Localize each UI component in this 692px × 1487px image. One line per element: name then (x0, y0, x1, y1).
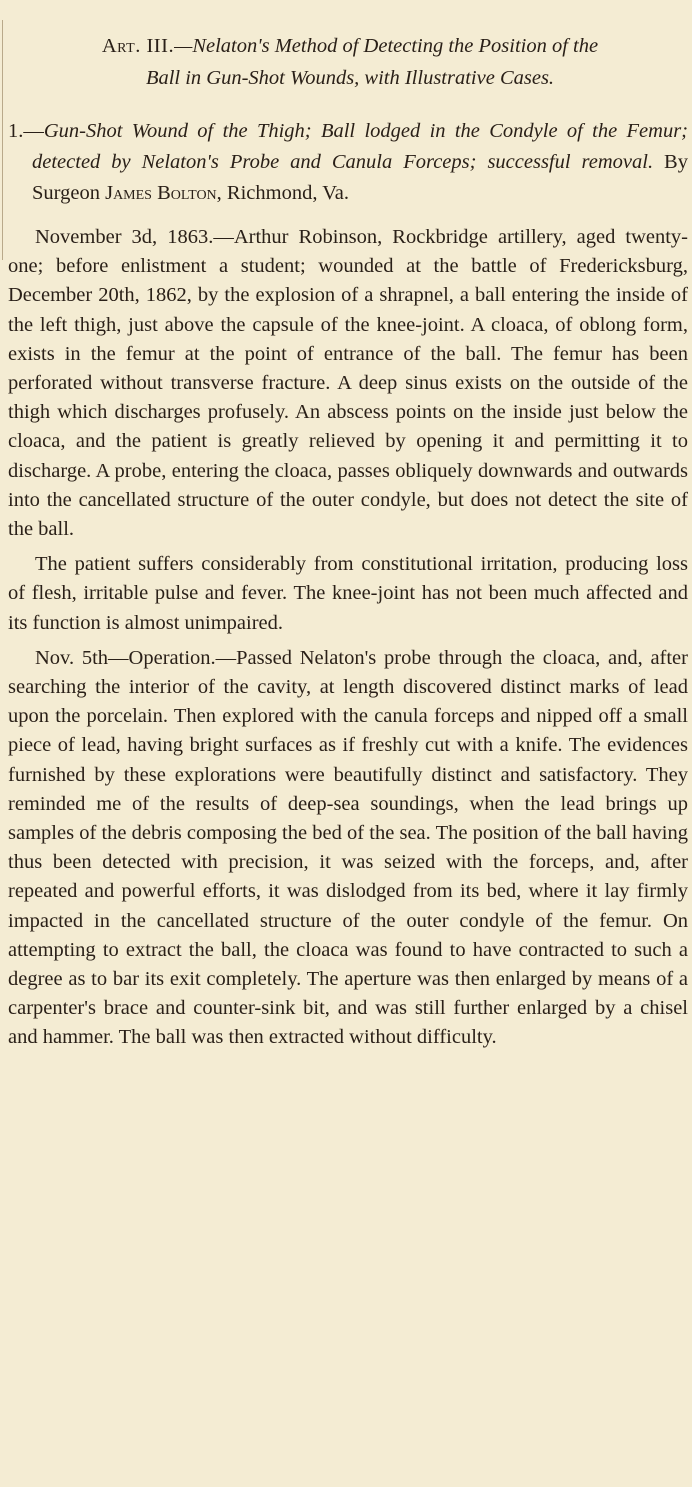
paragraph-3: Nov. 5th—Operation.—Passed Nelaton's probe through the cloaca, and, after searching the interior of the cavity, at length discovered distinct marks of lead upon the porcelain. Then explored with the canula forceps and nipped off a small piece of lead, having bright surfaces as if freshly cut with a knife. The evidences furnished by these explorations were beautifully distinct and satisfactory. They reminded me of the results of deep-sea soundings, when the lead brings up samples of the debris composing the bed of the sea. The position of the ball having thus been detected with precision, it was seized with the forceps, and, after repeated and powerful efforts, it was dislodged from its bed, where it lay firmly impacted in the cancellated structure of the outer condyle of the femur. On attempting to extract the ball, the cloaca was found to have contracted to such a degree as to bar its exit completely. The aperture was then enlarged by means of a carpenter's brace and counter-sink bit, and was still further enlarged by a chisel and hammer. The ball was then extracted without difficulty. (8, 646, 688, 1049)
case-location: , Richmond, Va. (216, 182, 349, 204)
case-by: By Surgeon (32, 151, 688, 204)
page-edge-rule (2, 20, 3, 260)
case-number: 1.— (8, 120, 44, 142)
paragraph-1: November 3d, 1863.—Arthur Robinson, Rockbridge artillery, aged twenty-one; before enlistment a student; wounded at the battle of Fredericksburg, December 20th, 1862, by the explosion of a shrapnel, a ball entering the inside of the left thigh, just above the capsule of the knee-joint. A cloaca, of oblong form, exists in the femur at the point of entrance of the ball. The femur has been perforated without transverse fracture. A deep sinus exists on the outside of the thigh which discharges profusely. An abscess points on the inside just below the cloaca, and the patient is greatly relieved by opening it and permitting it to discharge. A probe, entering the cloaca, passes obliquely downwards and outwards into the cancellated structure of the outer condyle, but does not detect the site of the ball. (8, 226, 688, 541)
article-title-line1: —Nelaton's Method of Detecting the Position of the (174, 35, 599, 57)
case-author: James Bolton (105, 182, 217, 204)
paragraph-2: The patient suffers considerably from constitutional irritation, producing loss of flesh, irritable pulse and fever. The knee-joint has not been much affected and its function is almost unimpaired. (8, 553, 688, 634)
case-heading (8, 116, 688, 209)
article-label: Art. III. (101, 35, 175, 57)
case-title: Gun-Shot Wound of the Thigh; Ball lodged in the Condyle of the Femur; detected by Nelaton's Probe and Canula Forceps; successful removal. (32, 120, 688, 173)
article-title (8, 30, 688, 94)
article-title-line2: Ball in Gun-Shot Wounds, with Illustrative Cases. (145, 67, 555, 89)
